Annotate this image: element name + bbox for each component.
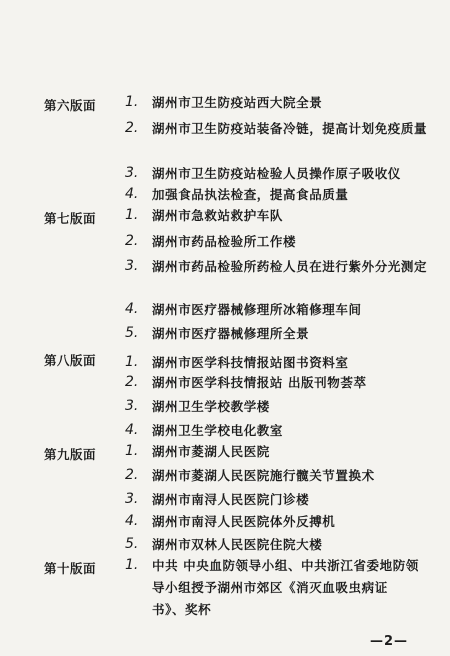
item-text: 中共 中央血防领导小组、中共浙江省委地防领导小组授予湖州市郊区《消灭血吸虫病证书》、奖杯 — [152, 558, 419, 617]
section-9-label: 第九版面 — [44, 447, 97, 462]
section-8-label: 第八版面 — [44, 353, 97, 368]
item-text: 湖州市卫生防疫站检验人员操作原子吸收仪 — [152, 166, 401, 181]
item-number: 1. — [125, 557, 139, 573]
item-text: 湖州市药品检验所工作楼 — [152, 234, 297, 249]
item-number: 1. — [125, 354, 139, 370]
item-text: 湖州市医学科技情报站图书资料室 — [152, 355, 349, 370]
item-number: 4. — [125, 422, 139, 438]
item-number: 4. — [125, 513, 139, 529]
item-text: 湖州市南浔人民医院门诊楼 — [152, 492, 310, 507]
item-number: 4. — [125, 301, 139, 317]
item-number: 1. — [125, 443, 139, 459]
item-text: 湖州市菱湖人民医院施行髋关节置换术 — [152, 468, 375, 483]
item-text: 湖州市双林人民医院住院大楼 — [152, 537, 323, 552]
item-number: 1. — [125, 94, 139, 110]
section-6-label: 第六版面 — [44, 98, 97, 113]
section-7-label: 第七版面 — [44, 211, 97, 226]
item-number: 4. — [125, 186, 139, 202]
item-number: 3. — [125, 165, 139, 181]
item-text: 湖州市医疗器械修理所冰箱修理车间 — [152, 302, 362, 317]
item-text: 湖州市药品检验所药检人员在进行紫外分光测定 — [152, 259, 428, 274]
item-number: 3. — [125, 258, 139, 274]
item-text: 湖州市菱湖人民医院 — [152, 444, 270, 459]
section-10-label: 第十版面 — [44, 561, 97, 576]
item-text: 湖州市医疗器械修理所全景 — [152, 326, 310, 341]
item-text: 湖州市卫生防疫站西大院全景 — [152, 95, 323, 110]
item-number: 5. — [125, 325, 139, 341]
item-text: 加强食品执法检查，提高食品质量 — [152, 187, 349, 202]
item-number: 2. — [125, 467, 139, 483]
item-text: 湖州卫生学校教学楼 — [152, 399, 270, 414]
item-text: 湖州市南浔人民医院体外反搏机 — [152, 514, 336, 529]
item-number: 2. — [125, 374, 139, 390]
page-number: —2— — [370, 634, 409, 649]
item-number: 2. — [125, 120, 139, 136]
item-number: 1. — [125, 207, 139, 223]
item-text: 湖州市医学科技情报站 出版刊物荟萃 — [152, 375, 367, 390]
item-text: 湖州市急救站救护车队 — [152, 208, 284, 223]
item-number: 5. — [125, 536, 139, 552]
item-text: 湖州市卫生防疫站装备冷链，提高计划免疫质量 — [152, 121, 428, 136]
item-text: 湖州卫生学校电化教室 — [152, 423, 284, 438]
item-number: 3. — [125, 398, 139, 414]
item-number: 3. — [125, 491, 139, 507]
item-number: 2. — [125, 233, 139, 249]
